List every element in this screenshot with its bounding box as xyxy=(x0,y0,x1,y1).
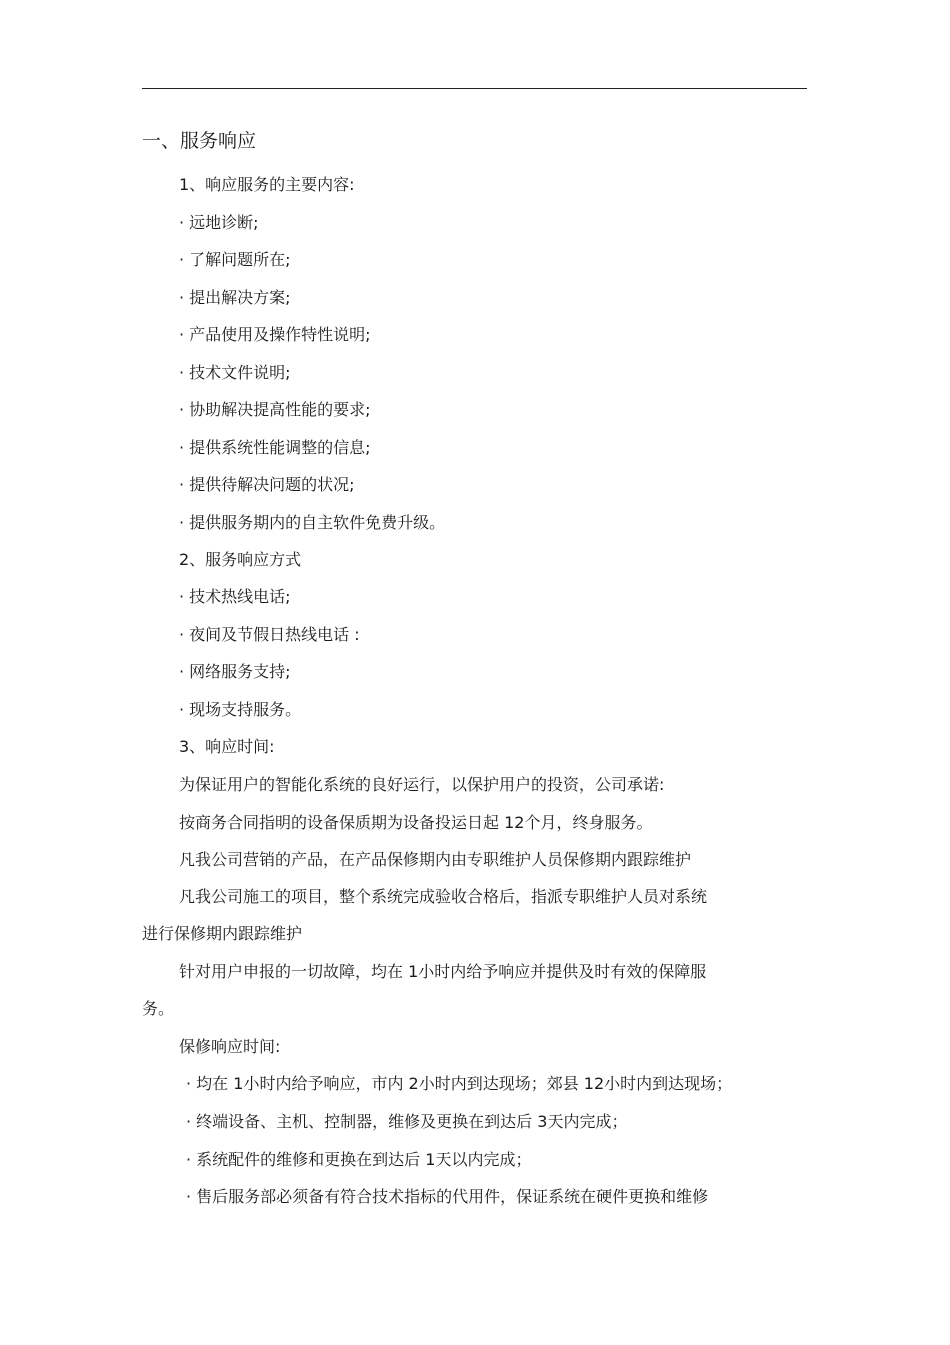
paragraph-line: 为保证用户的智能化系统的良好运行，以保护用户的投资，公司承诺: xyxy=(179,775,665,794)
list-item: · 均在 1小时内给予响应，市内 2小时内到达现场；郊县 12小时内到达现场； xyxy=(186,1074,733,1093)
repair-time-title: 保修响应时间: xyxy=(179,1037,281,1056)
list-item: · 系统配件的维修和更换在到达后 1天以内完成； xyxy=(186,1150,532,1169)
list-item: · 提供系统性能调整的信息; xyxy=(179,438,371,457)
list-item: · 产品使用及操作特性说明; xyxy=(179,325,371,344)
list-item: · 提供服务期内的自主软件免费升级。 xyxy=(179,513,446,532)
paragraph-line: 务。 xyxy=(142,999,175,1018)
list-item: · 网络服务支持; xyxy=(179,662,291,681)
list-item: · 售后服务部必须备有符合技术指标的代用件，保证系统在硬件更换和维修 xyxy=(186,1187,709,1206)
paragraph-line: 按商务合同指明的设备保质期为设备投运日起 12个月，终身服务。 xyxy=(179,813,653,832)
list-item: · 技术文件说明; xyxy=(179,363,291,382)
header-rule xyxy=(142,88,807,89)
list-item: · 远地诊断; xyxy=(179,213,259,232)
paragraph-line: 凡我公司施工的项目，整个系统完成验收合格后，指派专职维护人员对系统 xyxy=(179,887,708,906)
paragraph-line: 针对用户申报的一切故障，均在 1小时内给予响应并提供及时有效的保障服 xyxy=(179,962,707,981)
list-item: · 终端设备、主机、控制器，维修及更换在到达后 3天内完成； xyxy=(186,1112,628,1131)
list-item: · 夜间及节假日热线电话 : xyxy=(179,625,360,644)
subsection-title-content: 1、响应服务的主要内容: xyxy=(179,175,355,194)
paragraph-line: 凡我公司营销的产品，在产品保修期内由专职维护人员保修期内跟踪维护 xyxy=(179,850,692,869)
section-heading: 一、服务响应 xyxy=(142,130,257,152)
paragraph-line: 进行保修期内跟踪维护 xyxy=(142,924,303,943)
list-item: · 技术热线电话; xyxy=(179,587,291,606)
list-item: · 协助解决提高性能的要求; xyxy=(179,400,371,419)
list-item: · 了解问题所在; xyxy=(179,250,291,269)
subsection-title-time: 3、响应时间: xyxy=(179,737,275,756)
list-item: · 提出解决方案; xyxy=(179,288,291,307)
list-item: · 提供待解决问题的状况; xyxy=(179,475,355,494)
list-item: · 现场支持服务。 xyxy=(179,700,302,719)
subsection-title-methods: 2、服务响应方式 xyxy=(179,550,302,569)
